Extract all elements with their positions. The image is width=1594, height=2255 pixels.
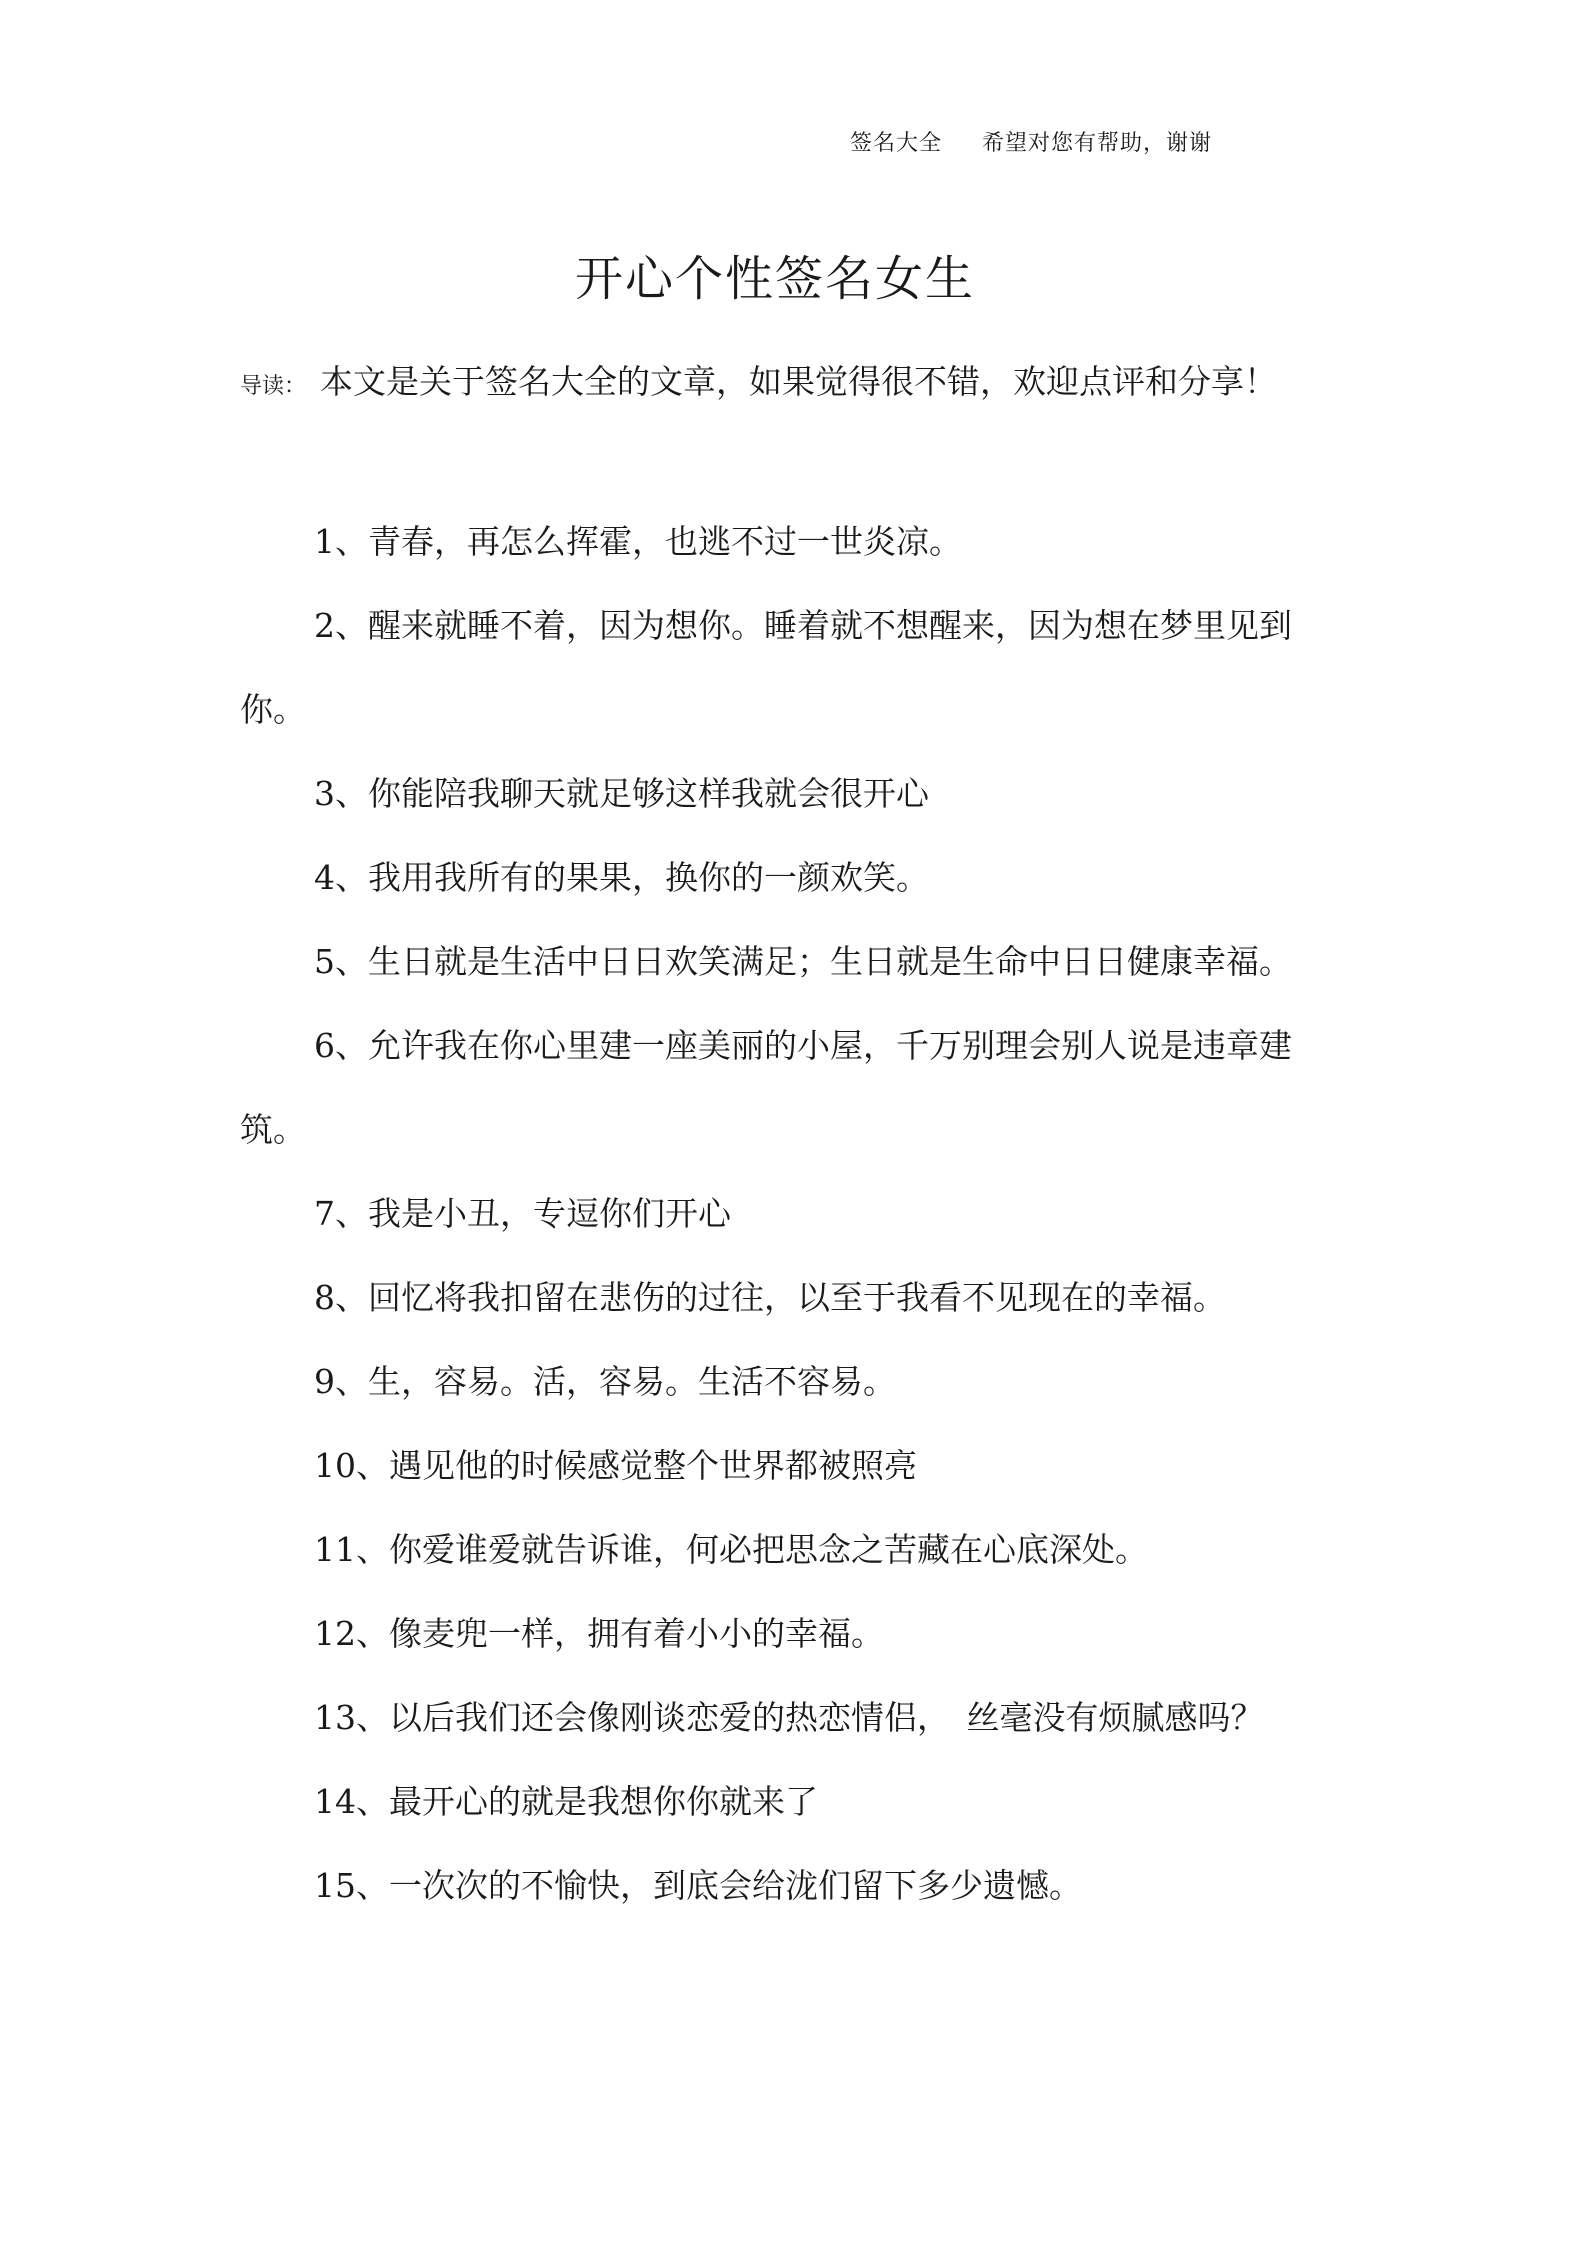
list-item: 9、生，容易。活，容易。生活不容易。 [314, 1362, 896, 1401]
intro-paragraph [240, 340, 1290, 429]
list-item: 13、以后我们还会像刚谈恋爱的热恋情侣， 丝毫没有烦腻感吗？ [314, 1698, 1264, 1737]
list-item: 7、我是小丑，专逗你们开心 [314, 1194, 731, 1233]
signature-list [240, 500, 1300, 1928]
list-item: 14、最开心的就是我想你你就来了 [314, 1782, 818, 1821]
intro-text: 本文是关于签名大全的文章，如果觉得很不错，欢迎点评和分享！ [320, 362, 1278, 401]
list-item: 10、遇见他的时候感觉整个世界都被照亮 [314, 1446, 917, 1485]
list-item: 15、一次次的不愉快，到底会给泷们留下多少遗憾。 [314, 1866, 1082, 1905]
header-right: 希望对您有帮助，谢谢 [982, 131, 1213, 156]
list-item: 8、回忆将我扣留在悲伤的过往，以至于我看不见现在的幸福。 [314, 1278, 1226, 1317]
page-title: 开心个性签名女生 [574, 251, 975, 307]
list-item: 2、醒来就睡不着，因为想你。睡着就不想醒来，因为想在梦里见到你。 [240, 606, 1292, 729]
list-item: 6、允许我在你心里建一座美丽的小屋，千万别理会别人说是违章建筑。 [240, 1026, 1292, 1149]
list-item: 5、生日就是生活中日日欢笑满足；生日就是生命中日日健康幸福。 [314, 942, 1292, 981]
header-left: 签名大全 [850, 131, 943, 156]
list-item: 4、我用我所有的果果，换你的一颜欢笑。 [314, 858, 929, 897]
list-item: 3、你能陪我聊天就足够这样我就会很开心 [314, 774, 929, 813]
list-item: 12、像麦兜一样，拥有着小小的幸福。 [314, 1614, 884, 1653]
running-header [850, 126, 1212, 157]
intro-label: 导读： [240, 374, 307, 399]
list-item: 11、你爱谁爱就告诉谁，何必把思念之苦藏在心底深处。 [314, 1530, 1148, 1569]
list-item: 1、青春，再怎么挥霍，也逃不过一世炎凉。 [314, 522, 962, 561]
